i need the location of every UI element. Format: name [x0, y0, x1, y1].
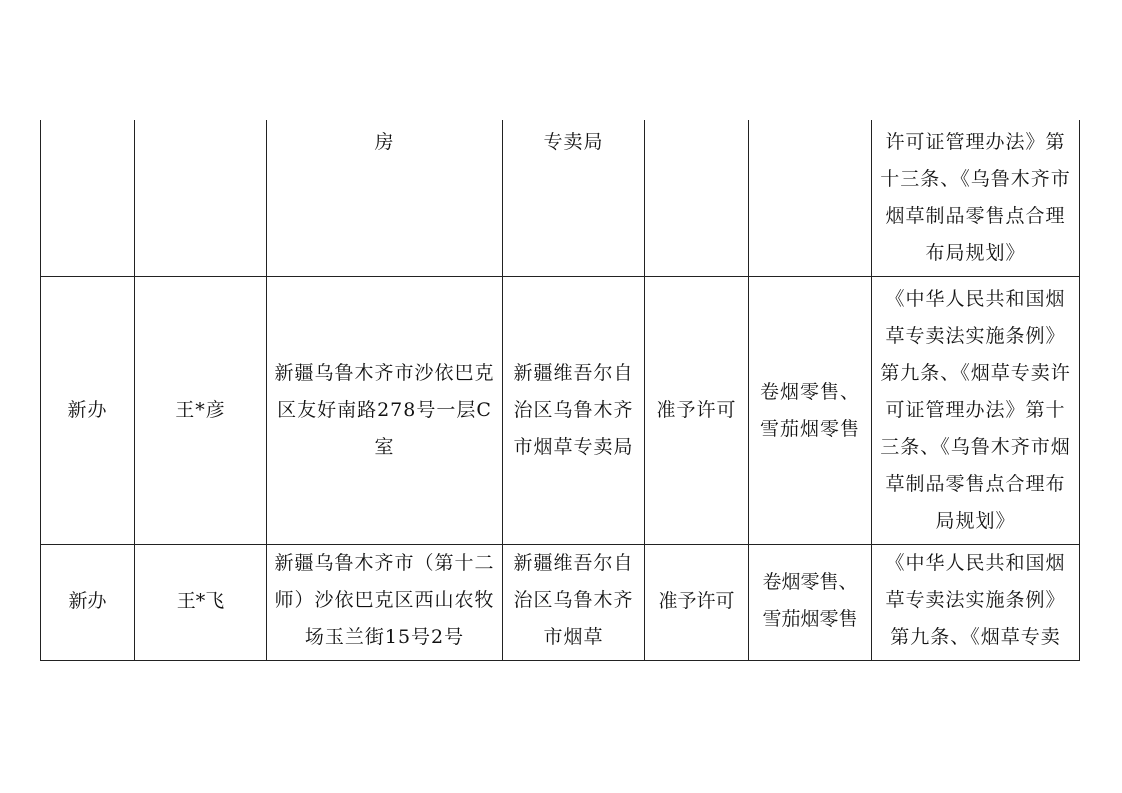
cell-name: [135, 545, 267, 661]
cell-basis-text: 许可证管理办法》第十三条、《乌鲁木齐市烟草制品零售点合理布局规划》: [880, 131, 1071, 264]
cell-authority: [503, 545, 645, 661]
cell-address: [267, 545, 503, 661]
cell-scope: [749, 277, 872, 545]
cell-name-text: 王*彦: [175, 399, 226, 421]
cell-decision: [645, 277, 749, 545]
cell-name-text: 王*飞: [176, 589, 225, 612]
cell-authority: [503, 277, 645, 545]
cell-type-text: 新办: [68, 589, 107, 612]
cell-decision: [645, 120, 749, 277]
cell-basis-text: 《中华人民共和国烟草专卖法实施条例》第九条、《烟草专卖: [885, 552, 1066, 648]
cell-name: [135, 120, 267, 277]
cell-type: [41, 120, 135, 277]
cell-address: [267, 120, 503, 277]
cell-decision-text: [645, 120, 748, 128]
cell-name: [135, 277, 267, 545]
cell-scope-text: 卷烟零售、雪茄烟零售: [759, 380, 860, 440]
cell-type-text: 新办: [67, 399, 108, 421]
cell-decision-text: 准予许可: [658, 589, 735, 612]
cell-type: [41, 277, 135, 545]
cell-basis: [872, 120, 1080, 277]
cell-scope: [749, 545, 872, 661]
cell-scope-text: [749, 120, 871, 128]
cell-address-text: 新疆乌鲁木齐市（第十二师）沙依巴克区西山农牧场玉兰街15号2号: [274, 552, 495, 648]
cell-basis-text: 《中华人民共和国烟草专卖法实施条例》第九条、《烟草专卖许可证管理办法》第十三条、《乌鲁木齐市烟草制品零售点合理布局规划》: [880, 288, 1071, 532]
cell-type: [41, 545, 135, 661]
table-row: [41, 120, 1080, 277]
cell-name-text: [135, 120, 266, 128]
license-table: [40, 120, 1080, 661]
cell-authority-text: 新疆维吾尔自治区乌鲁木齐市烟草: [513, 552, 634, 648]
cell-scope-text: 卷烟零售、雪茄烟零售: [762, 571, 858, 630]
cell-address: [267, 277, 503, 545]
cell-authority: [503, 120, 645, 277]
cell-authority-text: 专卖局: [543, 131, 604, 153]
table-row: [41, 277, 1080, 545]
cell-decision: [645, 545, 749, 661]
cell-address-text: 房: [374, 131, 395, 153]
cell-basis: [872, 545, 1080, 661]
cell-decision-text: 准予许可: [656, 399, 737, 421]
table-row: [41, 545, 1080, 661]
cell-address-text: 新疆乌鲁木齐市沙依巴克区友好南路278号一层C室: [274, 362, 495, 458]
cell-authority-text: 新疆维吾尔自治区乌鲁木齐市烟草专卖局: [513, 362, 634, 458]
cell-type-text: [41, 120, 134, 128]
cell-scope: [749, 120, 872, 277]
cell-basis: [872, 277, 1080, 545]
